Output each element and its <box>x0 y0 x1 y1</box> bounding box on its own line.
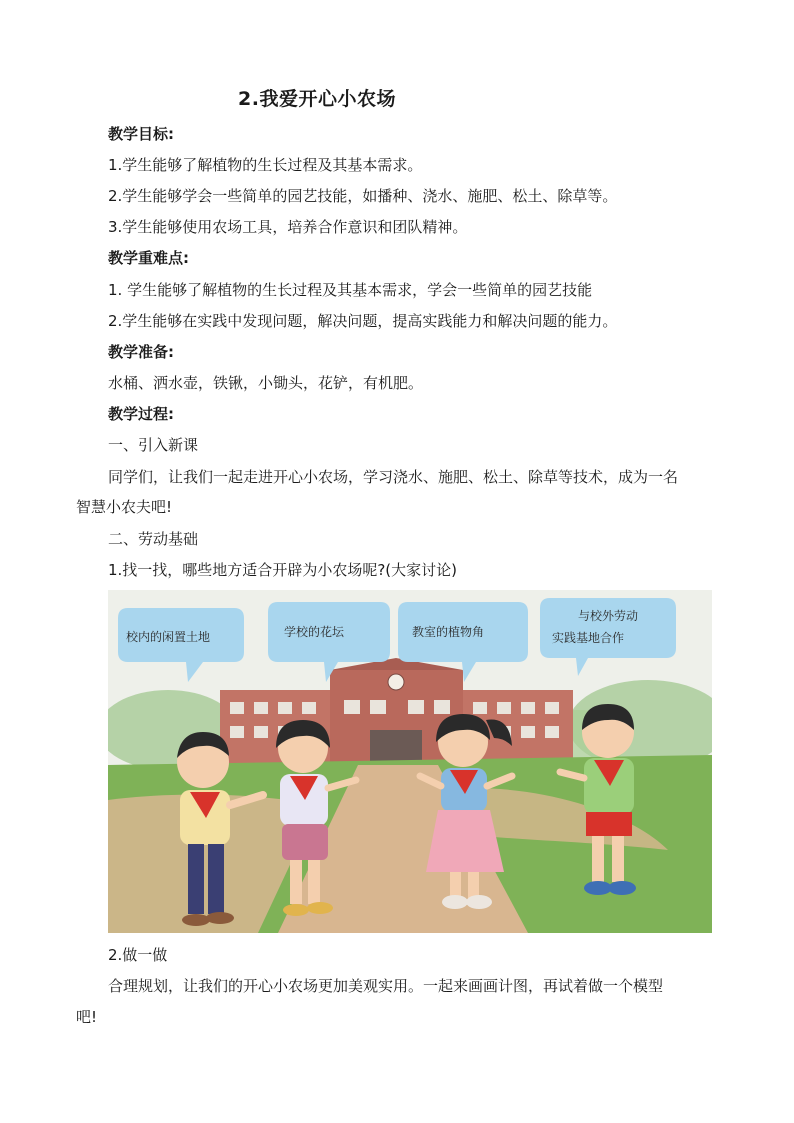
process-heading: 教学过程: <box>108 405 174 423</box>
goal-item: 3.学生能够使用农场工具，培养合作意识和团队精神。 <box>108 218 468 236</box>
bubble-text: 校内的闲置土地 <box>126 630 211 644</box>
part2-heading: 二、劳动基础 <box>108 530 199 548</box>
goal-item: 1.学生能够了解植物的生长过程及其基本需求。 <box>108 156 423 174</box>
bubble-text: 实践基地合作 <box>552 631 625 645</box>
task2-text: 合理规划，让我们的开心小农场更加美观实用。一起来画画计图，再试着做一个模型 <box>108 977 664 995</box>
illustration-school-farm <box>108 590 712 933</box>
prep-heading: 教学准备: <box>108 343 174 361</box>
task1-text: 1.找一找，哪些地方适合开辟为小农场呢?(大家讨论) <box>108 561 457 579</box>
task2-text-continued: 吧! <box>76 1008 98 1026</box>
part1-text-continued: 智慧小农夫吧! <box>76 498 173 516</box>
prep-text: 水桶、洒水壶，铁锹，小锄头，花铲，有机肥。 <box>108 374 424 392</box>
bubble-text: 教室的植物角 <box>412 625 485 639</box>
key-points-heading: 教学重难点: <box>108 249 189 267</box>
bubble-text: 学校的花坛 <box>284 625 345 639</box>
key-point-item: 1. 学生能够了解植物的生长过程及其基本需求，学会一些简单的园艺技能 <box>108 281 593 299</box>
goal-item: 2.学生能够学会一些简单的园艺技能，如播种、浇水、施肥、松土、除草等。 <box>108 187 618 205</box>
bubble-text: 与校外劳动 <box>578 609 639 623</box>
part1-heading: 一、引入新课 <box>108 436 199 454</box>
task2-heading: 2.做一做 <box>108 946 168 964</box>
part1-text: 同学们，让我们一起走进开心小农场，学习浇水、施肥、松土、除草等技术，成为一名 <box>108 468 679 486</box>
goals-heading: 教学目标: <box>108 125 174 143</box>
key-point-item: 2.学生能够在实践中发现问题，解决问题，提高实践能力和解决问题的能力。 <box>108 312 618 330</box>
page-title: 2.我爱开心小农场 <box>238 88 396 110</box>
